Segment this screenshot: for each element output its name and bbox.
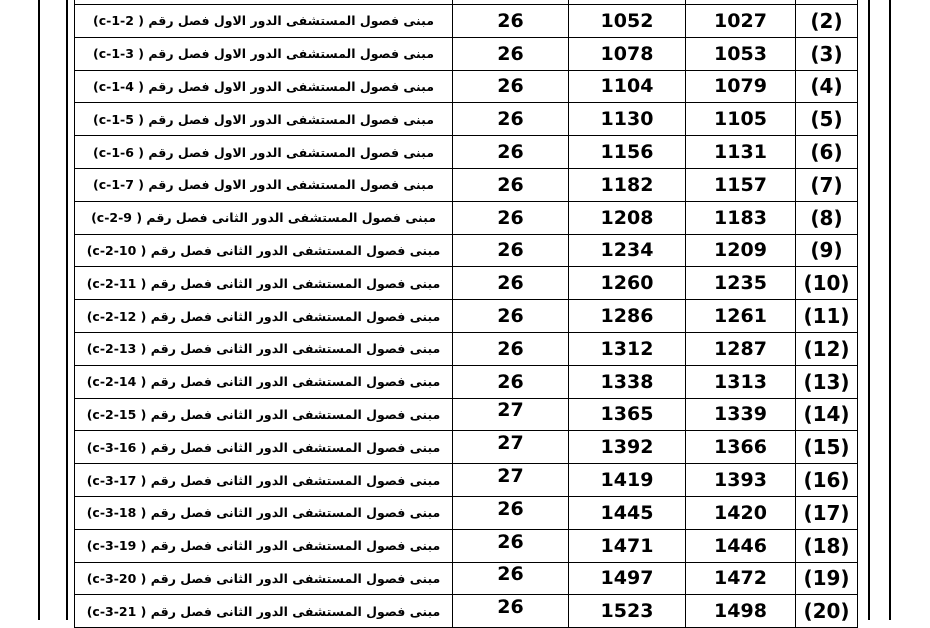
table-row xyxy=(75,300,858,333)
row-student-count-value: 27 xyxy=(497,465,524,488)
row-student-count xyxy=(453,464,569,497)
row-description: مبنى فصول المستشفى الدور الثانى فصل رقم ( c-3-21) xyxy=(75,595,453,628)
row-index: (8) xyxy=(796,201,858,234)
row-seat-from: 1027 xyxy=(686,5,796,38)
row-seat-to: 1208 xyxy=(569,201,686,234)
row-student-count xyxy=(453,496,569,529)
table-row xyxy=(75,562,858,595)
row-student-count-value: 26 xyxy=(497,497,524,520)
row-student-count: 26 xyxy=(453,103,569,136)
row-seat-to: 1286 xyxy=(569,300,686,333)
row-student-count: 26 xyxy=(453,267,569,300)
row-student-count: 26 xyxy=(453,168,569,201)
table-row xyxy=(75,234,858,267)
row-seat-from: 1313 xyxy=(686,365,796,398)
row-seat-from: 1420 xyxy=(686,496,796,529)
row-seat-to: 1234 xyxy=(569,234,686,267)
row-seat-from: 1183 xyxy=(686,201,796,234)
row-seat-to: 1104 xyxy=(569,70,686,103)
row-seat-from: 1105 xyxy=(686,103,796,136)
row-seat-to: 1419 xyxy=(569,464,686,497)
row-seat-from: 1472 xyxy=(686,562,796,595)
table-row xyxy=(75,37,858,70)
row-description: مبنى فصول المستشفى الدور الاول فصل رقم ( c-1-3) xyxy=(75,37,453,70)
row-description: مبنى فصول المستشفى الدور الاول فصل رقم ( c-1-2) xyxy=(75,5,453,38)
table-row xyxy=(75,267,858,300)
row-index: (17) xyxy=(796,496,858,529)
row-description: مبنى فصول المستشفى الدور الاول فصل رقم ( c-1-5) xyxy=(75,103,453,136)
row-seat-from: 1209 xyxy=(686,234,796,267)
row-student-count: 26 xyxy=(453,5,569,38)
row-student-count: 26 xyxy=(453,70,569,103)
row-seat-from: 1498 xyxy=(686,595,796,628)
row-description: مبنى فصول المستشفى الدور الاول فصل رقم ( c-1-6) xyxy=(75,136,453,169)
table-row xyxy=(75,496,858,529)
row-index: (12) xyxy=(796,332,858,365)
table-row xyxy=(75,431,858,464)
row-index: (10) xyxy=(796,267,858,300)
row-index: (13) xyxy=(796,365,858,398)
row-seat-from: 1131 xyxy=(686,136,796,169)
row-student-count xyxy=(453,431,569,464)
row-seat-to: 1338 xyxy=(569,365,686,398)
row-index: (19) xyxy=(796,562,858,595)
row-seat-from: 1157 xyxy=(686,168,796,201)
row-index: (3) xyxy=(796,37,858,70)
page-edge-right xyxy=(889,0,891,620)
row-seat-to: 1365 xyxy=(569,398,686,431)
row-seat-to: 1130 xyxy=(569,103,686,136)
row-seat-from: 1053 xyxy=(686,37,796,70)
row-seat-to: 1445 xyxy=(569,496,686,529)
row-seat-to: 1471 xyxy=(569,529,686,562)
row-description: مبنى فصول المستشفى الدور الثانى فصل رقم ( c-2-14) xyxy=(75,365,453,398)
row-description: مبنى فصول المستشفى الدور الثانى فصل رقم ( c-3-19) xyxy=(75,529,453,562)
row-description: مبنى فصول المستشفى الدور الاول فصل رقم ( c-1-7) xyxy=(75,168,453,201)
row-student-count: 26 xyxy=(453,332,569,365)
row-seat-from: 1366 xyxy=(686,431,796,464)
row-seat-to: 1156 xyxy=(569,136,686,169)
row-index: (14) xyxy=(796,398,858,431)
row-description: مبنى فصول المستشفى الدور الثانى فصل رقم ( c-3-20) xyxy=(75,562,453,595)
row-seat-from: 1079 xyxy=(686,70,796,103)
row-index: (7) xyxy=(796,168,858,201)
row-description: مبنى فصول المستشفى الدور الثانى فصل رقم ( c-2-10) xyxy=(75,234,453,267)
row-description: مبنى فصول المستشفى الدور الثانى فصل رقم ( c-2-11) xyxy=(75,267,453,300)
row-seat-to: 1052 xyxy=(569,5,686,38)
row-description: مبنى فصول المستشفى الدور الثانى فصل رقم ( c-3-18) xyxy=(75,496,453,529)
row-seat-to: 1392 xyxy=(569,431,686,464)
row-index: (18) xyxy=(796,529,858,562)
table-row xyxy=(75,365,858,398)
row-description: مبنى فصول المستشفى الدور الثانى فصل رقم ( c-2-13) xyxy=(75,332,453,365)
row-seat-to: 1260 xyxy=(569,267,686,300)
row-student-count xyxy=(453,529,569,562)
row-index: (15) xyxy=(796,431,858,464)
table-row xyxy=(75,168,858,201)
row-description: مبنى فصول المستشفى الدور الثانى فصل رقم ( c-2-12) xyxy=(75,300,453,333)
row-student-count-value: 26 xyxy=(497,563,524,586)
row-seat-from: 1393 xyxy=(686,464,796,497)
row-seat-to: 1078 xyxy=(569,37,686,70)
table-row xyxy=(75,136,858,169)
table-row xyxy=(75,529,858,562)
row-student-count: 26 xyxy=(453,365,569,398)
row-index: (16) xyxy=(796,464,858,497)
row-student-count-value: 26 xyxy=(497,596,524,619)
row-index: (9) xyxy=(796,234,858,267)
row-index: (4) xyxy=(796,70,858,103)
page-edge-left xyxy=(38,0,40,620)
row-student-count xyxy=(453,595,569,628)
row-student-count: 26 xyxy=(453,37,569,70)
row-seat-from: 1261 xyxy=(686,300,796,333)
row-seat-from: 1287 xyxy=(686,332,796,365)
row-index: (20) xyxy=(796,595,858,628)
row-description: مبنى فصول المستشفى الدور الثانى فصل رقم ( c-3-17) xyxy=(75,464,453,497)
table-row xyxy=(75,201,858,234)
row-seat-to: 1497 xyxy=(569,562,686,595)
row-seat-to: 1523 xyxy=(569,595,686,628)
table-row xyxy=(75,5,858,38)
table-row xyxy=(75,464,858,497)
table-row xyxy=(75,398,858,431)
table-row xyxy=(75,103,858,136)
row-seat-from: 1235 xyxy=(686,267,796,300)
row-index: (6) xyxy=(796,136,858,169)
row-student-count-value: 27 xyxy=(497,432,524,455)
row-description: مبنى فصول المستشفى الدور الثانى فصل رقم ( c-2-15) xyxy=(75,398,453,431)
table-row xyxy=(75,332,858,365)
row-student-count: 26 xyxy=(453,201,569,234)
row-description: مبنى فصول المستشفى الدور الثانى فصل رقم ( c-2-9) xyxy=(75,201,453,234)
row-seat-from: 1339 xyxy=(686,398,796,431)
row-index: (2) xyxy=(796,5,858,38)
row-description: مبنى فصول المستشفى الدور الثانى فصل رقم ( c-3-16) xyxy=(75,431,453,464)
row-student-count: 26 xyxy=(453,300,569,333)
row-seat-to: 1312 xyxy=(569,332,686,365)
seating-table xyxy=(74,0,858,628)
row-student-count xyxy=(453,562,569,595)
table-row xyxy=(75,70,858,103)
table-body xyxy=(75,0,858,628)
row-student-count-value: 27 xyxy=(497,399,524,422)
row-student-count: 26 xyxy=(453,136,569,169)
row-index: (5) xyxy=(796,103,858,136)
row-student-count-value: 26 xyxy=(497,530,524,553)
row-student-count: 26 xyxy=(453,234,569,267)
row-student-count xyxy=(453,398,569,431)
row-seat-to: 1182 xyxy=(569,168,686,201)
row-seat-from: 1446 xyxy=(686,529,796,562)
table-row xyxy=(75,595,858,628)
row-index: (11) xyxy=(796,300,858,333)
row-description: مبنى فصول المستشفى الدور الاول فصل رقم ( c-1-4) xyxy=(75,70,453,103)
